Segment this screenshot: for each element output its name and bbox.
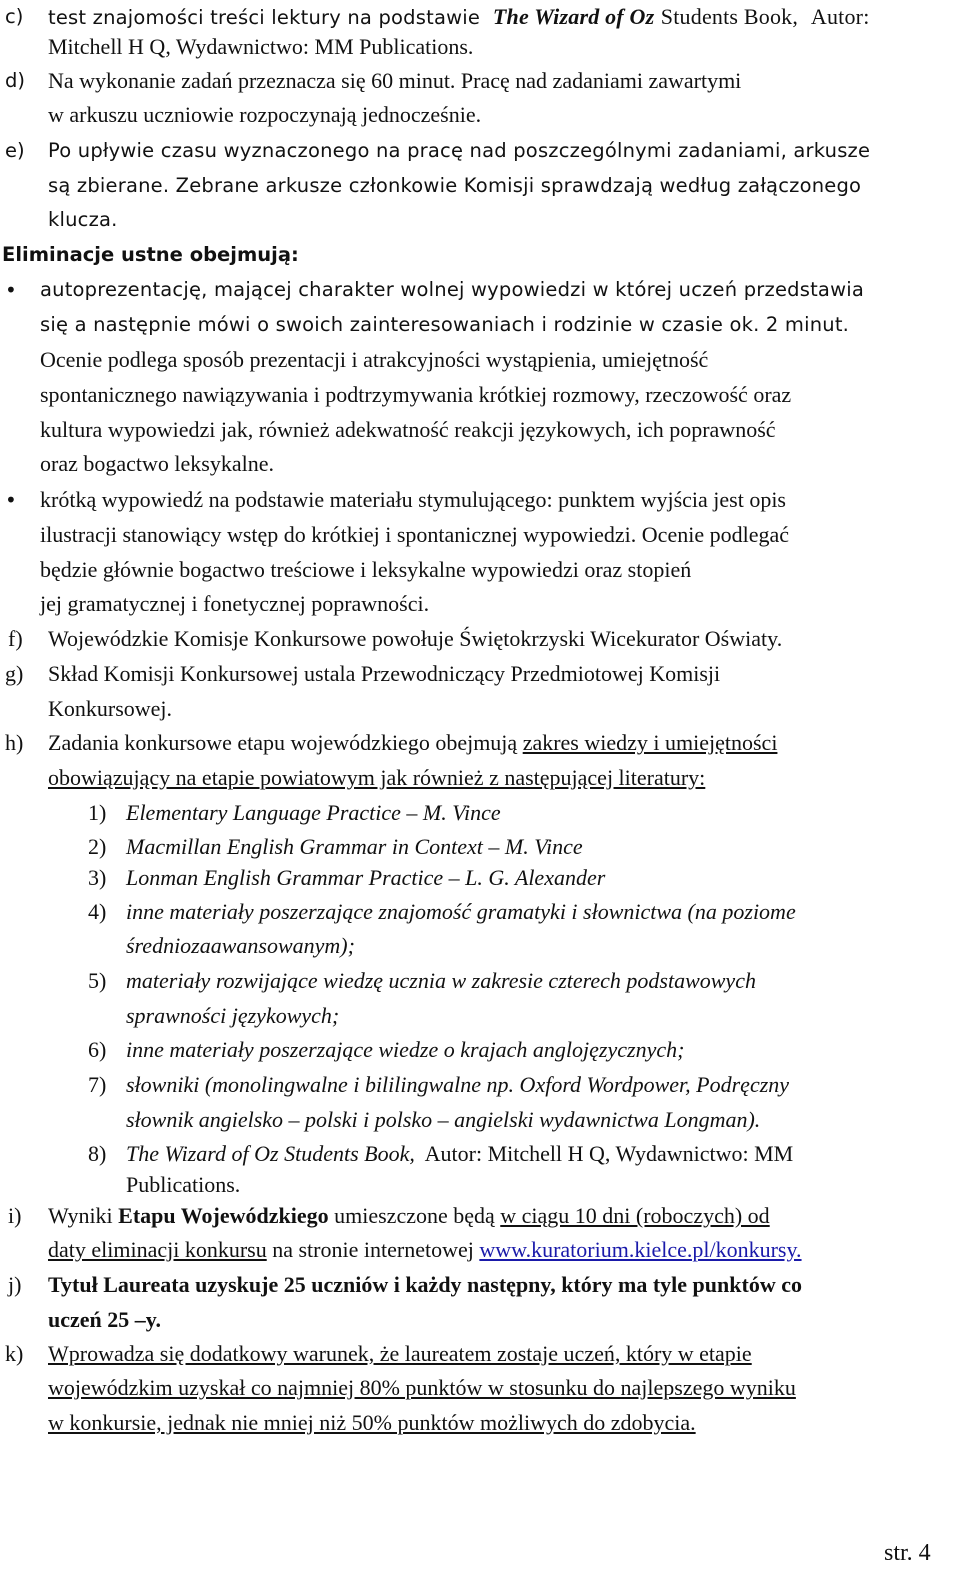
item-j-line1: Tytuł Laureata uzyskuje 25 uczniów i każdy następny, który ma tyle punktów co: [48, 1272, 802, 1297]
item-k-marker: k): [5, 1341, 24, 1366]
bullet-2-line2: ilustracji stanowiący wstęp do krótkiej i spontanicznej wypowiedzi. Ocenie podlegać: [40, 522, 789, 547]
item-f-line1: Wojewódzkie Komisje Konkursowe powołuje Świętokrzyski Wicekurator Oświaty.: [48, 626, 783, 651]
item-i-line1: Wyniki Etapu Wojewódzkiego umieszczone będą w ciągu 10 dni (roboczych) od: [48, 1203, 770, 1228]
lit-3-line1: Lonman English Grammar Practice – L. G. Alexander: [126, 865, 606, 890]
item-c-line2: Mitchell H Q, Wydawnictwo: MM Publications.: [48, 34, 474, 59]
lit-5-line2: sprawności językowych;: [126, 1003, 340, 1028]
lit-8-line2: Publications.: [126, 1172, 241, 1197]
item-k-line3: w konkursie, jednak nie mniej niż 50% punktów możliwych do zdobycia.: [48, 1410, 696, 1435]
lit-7-line1: słowniki (monolingwalne i bililingwalne np. Oxford Wordpower, Podręczny: [126, 1072, 790, 1097]
item-k-line1: Wprowadza się dodatkowy warunek, że laureatem zostaje uczeń, który w etapie: [48, 1341, 752, 1366]
lit-1-line1: Elementary Language Practice – M. Vince: [126, 800, 501, 825]
lit-4-line2: średniozaawansowanym);: [126, 933, 355, 958]
bullet-1-line1: autoprezentację, mającej charakter wolnej wypowiedzi w której uczeń przedstawia: [40, 278, 864, 301]
bullet-1-line6: oraz bogactwo leksykalne.: [40, 451, 274, 476]
item-f-marker: f): [8, 626, 23, 651]
lit-7-num: 7): [88, 1072, 107, 1097]
bullet-2-marker: •: [5, 488, 17, 512]
item-e-marker: e): [5, 139, 25, 162]
item-e-line3: klucza.: [48, 208, 118, 231]
lit-2-num: 2): [88, 834, 107, 859]
bullet-1-line4: spontanicznego nawiązywania i podtrzymywania krótkiej rozmowy, rzeczowość oraz: [40, 382, 792, 407]
bullet-2-line3: będzie głównie bogactwo treściowe i leksykalne wypowiedzi oraz stopień: [40, 557, 692, 582]
kuratorium-link[interactable]: www.kuratorium.kielce.pl/konkursy.: [479, 1237, 802, 1262]
lit-2-line1: Macmillan English Grammar in Context – M. Vince: [126, 834, 583, 859]
oral-exam-heading: Eliminacje ustne obejmują:: [2, 243, 299, 266]
bullet-1-line3: Ocenie podlega sposób prezentacji i atrakcyjności wystąpienia, umiejętność: [40, 347, 709, 372]
bullet-1-marker: •: [5, 278, 17, 302]
lit-4-num: 4): [88, 899, 107, 924]
item-i-marker: i): [8, 1203, 22, 1228]
lit-6-line1: inne materiały poszerzające wiedze o krajach anglojęzycznych;: [126, 1037, 685, 1062]
lit-5-num: 5): [88, 968, 107, 993]
item-h-line1: Zadania konkursowe etapu wojewódzkiego obejmują zakres wiedzy i umiejętności: [48, 730, 778, 755]
page-number: str. 4: [884, 1540, 931, 1566]
item-e-line1: Po upływie czasu wyznaczonego na pracę nad poszczególnymi zadaniami, arkusze: [48, 139, 871, 162]
lit-8-num: 8): [88, 1141, 107, 1166]
item-c-marker: c): [5, 5, 24, 28]
item-d-line1: Na wykonanie zadań przeznacza się 60 minut. Pracę nad zadaniami zawartymi: [48, 68, 742, 93]
lit-5-line1: materiały rozwijające wiedzę ucznia w zakresie czterech podstawowych: [126, 968, 756, 993]
lit-7-line2: słownik angielsko – polski i polsko – angielski wydawnictwa Longman).: [126, 1107, 761, 1132]
bullet-2-line4: jej gramatycznej i fonetycznej poprawności.: [40, 591, 430, 616]
item-g-line2: Konkursowej.: [48, 696, 173, 721]
item-e-line2: są zbierane. Zebrane arkusze członkowie Komisji sprawdzają według załączonego: [48, 174, 862, 197]
item-j-marker: j): [8, 1272, 22, 1297]
item-h-marker: h): [5, 730, 24, 755]
bullet-1-line2: się a następnie mówi o swoich zainteresowaniach i rodzinie w czasie ok. 2 minut.: [40, 313, 850, 336]
item-d-marker: d): [5, 69, 25, 92]
lit-6-num: 6): [88, 1037, 107, 1062]
bullet-2-line1: krótką wypowiedź na podstawie materiału stymulującego: punktem wyjścia jest opis: [40, 487, 786, 512]
lit-3-num: 3): [88, 865, 107, 890]
lit-8-line1: The Wizard of Oz Students Book, Autor: Mitchell H Q, Wydawnictwo: MM: [126, 1141, 794, 1166]
item-h-line2: obowiązujący na etapie powiatowym jak również z następującej literatury:: [48, 765, 706, 790]
lit-4-line1: inne materiały poszerzające znajomość gramatyki i słownictwa (na poziome: [126, 899, 796, 924]
lit-1-num: 1): [88, 800, 107, 825]
item-d-line2: w arkuszu uczniowie rozpoczynają jednocześnie.: [48, 102, 482, 127]
item-i-line2: daty eliminacji konkursu na stronie internetowej www.kuratorium.kielce.pl/konkursy.: [48, 1237, 802, 1262]
item-g-line1: Skład Komisji Konkursowej ustala Przewodniczący Przedmiotowej Komisji: [48, 661, 721, 686]
item-j-line2: uczeń 25 –y.: [48, 1307, 162, 1332]
item-g-marker: g): [5, 661, 24, 686]
item-c-line1: test znajomości treści lektury na podstawie The Wizard of Oz Students Book, Autor:: [48, 4, 870, 29]
bullet-1-line5: kultura wypowiedzi jak, również adekwatność reakcji językowych, ich poprawność: [40, 417, 776, 442]
item-k-line2: wojewódzkim uzyskał co najmniej 80% punktów w stosunku do najlepszego wyniku: [48, 1375, 796, 1400]
